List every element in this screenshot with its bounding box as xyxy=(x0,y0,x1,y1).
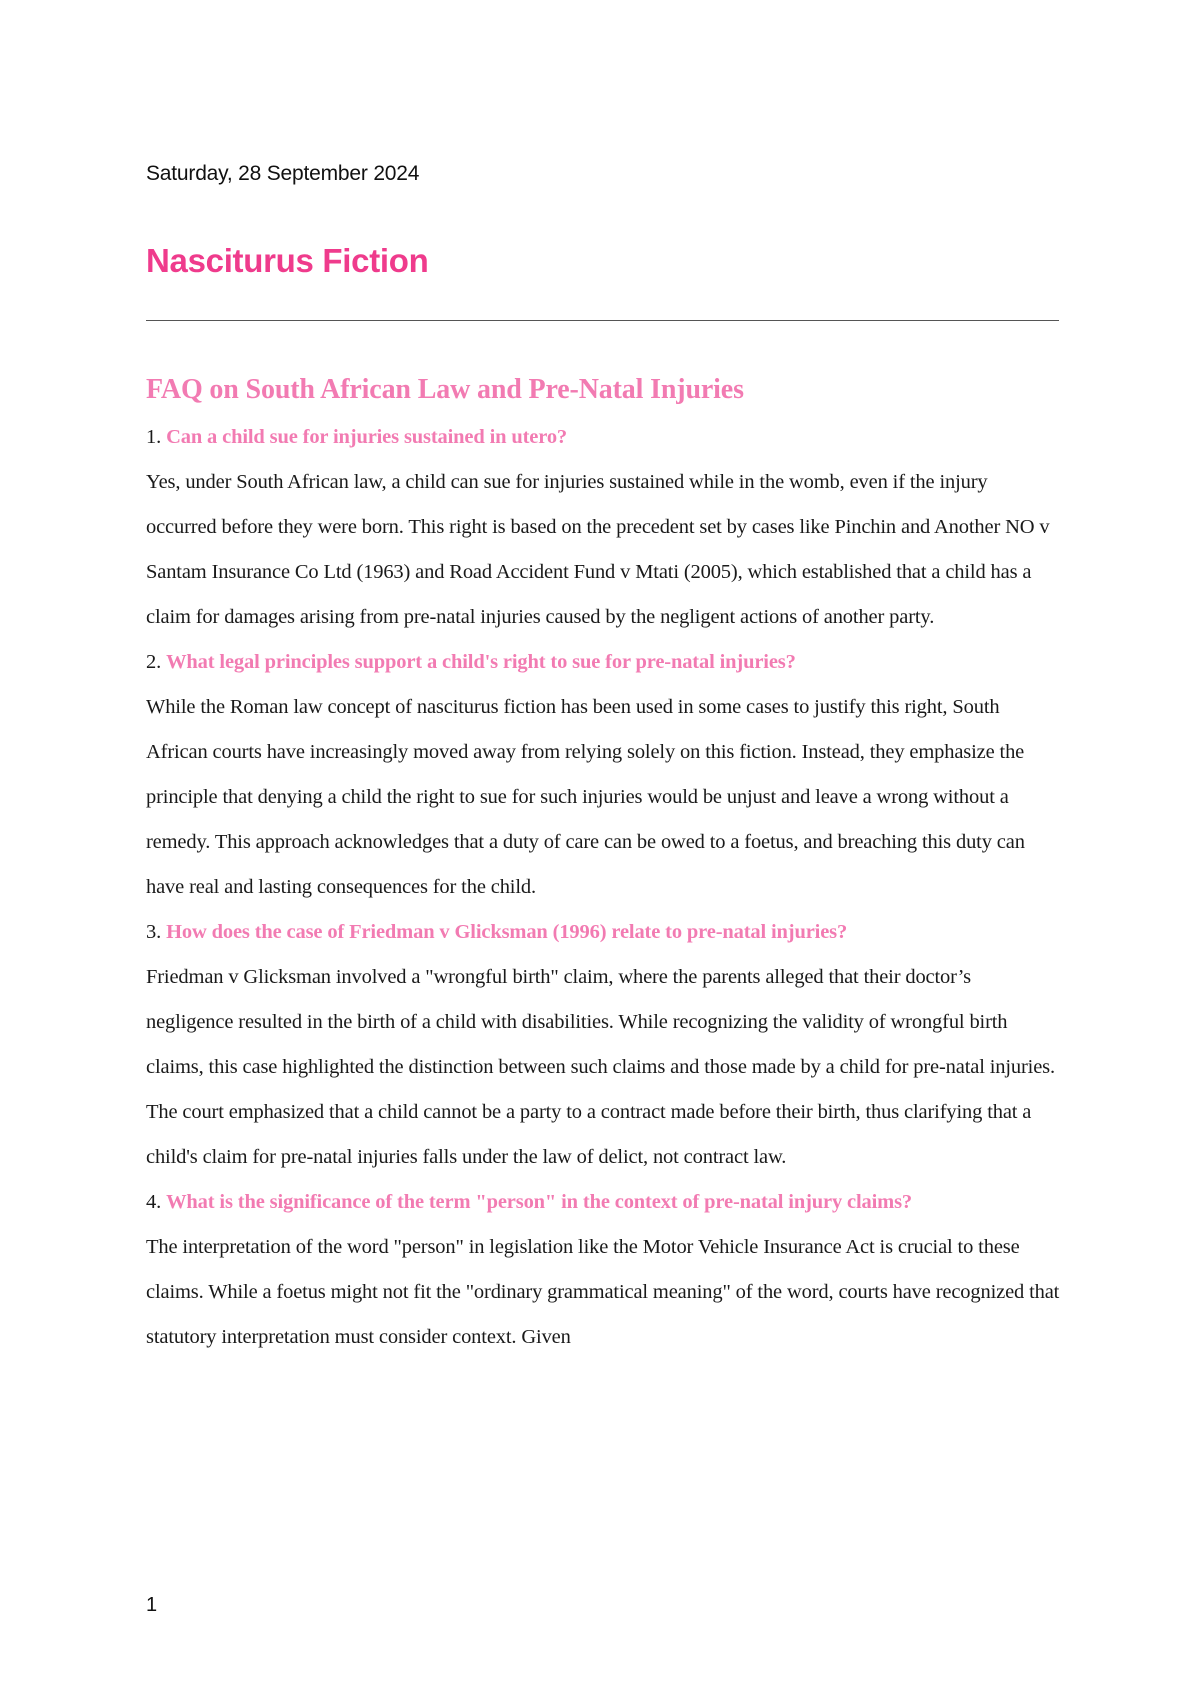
faq-heading: FAQ on South African Law and Pre-Natal Injuries xyxy=(146,374,744,405)
document-date: Saturday, 28 September 2024 xyxy=(146,162,420,185)
faq-answer-4: The interpretation of the word "person" in legislation like the Motor Vehicle Insurance Act is crucial to these claims. While a foetus might not fit the "ordinary grammatical meaning" of the word, courts have recognized that statutory interpretation must consider context. Given xyxy=(146,1236,1060,1348)
faq-question-2 xyxy=(146,640,1061,685)
question-number: 2. xyxy=(146,651,162,673)
question-text: Can a child sue for injuries sustained in utero? xyxy=(166,426,568,448)
document-title: Nasciturus Fiction xyxy=(146,242,429,279)
question-number: 1. xyxy=(146,426,162,448)
page-number: 1 xyxy=(146,1594,158,1616)
faq-question-4 xyxy=(146,1180,1061,1225)
question-text: What is the significance of the term "person" in the context of pre-natal injury claims? xyxy=(166,1191,913,1213)
title-divider xyxy=(146,320,1059,321)
question-number: 3. xyxy=(146,921,162,943)
question-text: What legal principles support a child's right to sue for pre-natal injuries? xyxy=(166,651,796,673)
faq-question-3 xyxy=(146,910,1061,955)
question-text: How does the case of Friedman v Glicksman (1996) relate to pre-natal injuries? xyxy=(166,921,848,943)
question-number: 4. xyxy=(146,1191,162,1213)
faq-question-1 xyxy=(146,415,1061,460)
faq-answer-1: Yes, under South African law, a child can sue for injuries sustained while in the womb, even if the injury occurred before they were born. This right is based on the precedent set by cases like Pinchin and Another NO v Santam Insurance Co Ltd (1963) and Road Accident Fund v Mtati (2005), which established that a child has a claim for damages arising from pre-natal injuries caused by the negligent actions of another party. xyxy=(146,471,1050,628)
document-body xyxy=(146,366,1061,1360)
faq-answer-3: Friedman v Glicksman involved a "wrongful birth" claim, where the parents alleged that their doctor’s negligence resulted in the birth of a child with disabilities. While recognizing the validity of wrongful birth claims, this case highlighted the distinction between such claims and those made by a child for pre-natal injuries. The court emphasized that a child cannot be a party to a contract made before their birth, thus clarifying that a child's claim for pre-natal injuries falls under the law of delict, not contract law. xyxy=(146,966,1055,1168)
faq-answer-2: While the Roman law concept of nasciturus fiction has been used in some cases to justify this right, South African courts have increasingly moved away from relying solely on this fiction. Instead, they emphasize the principle that denying a child the right to sue for such injuries would be unjust and leave a wrong without a remedy. This approach acknowledges that a duty of care can be owed to a foetus, and breaching this duty can have real and lasting consequences for the child. xyxy=(146,696,1025,898)
